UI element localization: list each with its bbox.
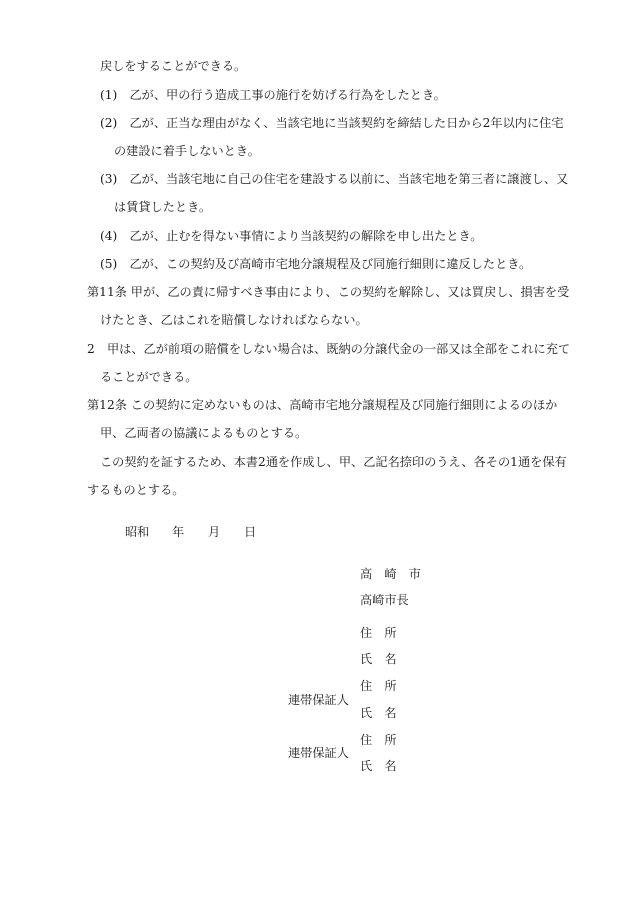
date-year: 年 [172, 525, 185, 539]
article-11: 第11条 甲が、乙の責に帰すべき事由により、この契約を解除し、又は買戻し、損害を受 [87, 285, 570, 299]
item-3-cont: は賃貸したとき。 [114, 200, 212, 214]
article-11-para-2-cont: ることができる。 [100, 370, 198, 384]
guarantor-1-label: 連帯保証人 [288, 693, 349, 707]
date-month: 月 [208, 525, 221, 539]
party-address-label: 住 所 [360, 626, 397, 640]
date-era: 昭和 [125, 525, 150, 539]
clause-continuation: 戻しをすることができる。 [100, 59, 247, 73]
guarantor-1-address-label: 住 所 [360, 679, 397, 693]
article-11-para-2: 2 甲は、乙が前項の賠償をしない場合は、既納の分譲代金の一部又は全部をこれに充て [87, 342, 571, 356]
closing-statement-cont: するものとする。 [87, 483, 185, 497]
closing-statement: この契約を証するため、本書2通を作成し、甲、乙記名捺印のうえ、各その1通を保有 [100, 455, 567, 469]
item-5: (5) 乙が、この契約及び高崎市宅地分譲規程及び同施行細則に違反したとき。 [100, 257, 532, 271]
item-2: (2) 乙が、正当な理由がなく、当該宅地に当該契約を締結した日から2年以内に住宅 [100, 116, 564, 130]
date-day: 日 [244, 525, 257, 539]
item-1: (1) 乙が、甲の行う造成工事の施行を妨げる行為をしたとき。 [100, 88, 446, 102]
item-3: (3) 乙が、当該宅地に自己の住宅を建設する以前に、当該宅地を第三者に譲渡し、又 [100, 172, 569, 186]
item-4: (4) 乙が、止むを得ない事情により当該契約の解除を申し出たとき。 [100, 229, 483, 243]
item-2-cont: の建設に着手しないとき。 [114, 144, 260, 158]
party-name-label: 氏 名 [360, 652, 397, 666]
article-11-cont: けたとき、乙はこれを賠償しなければならない。 [100, 313, 368, 327]
guarantor-2-address-label: 住 所 [360, 733, 397, 747]
guarantor-2-name-label: 氏 名 [360, 759, 397, 773]
guarantor-1-name-label: 氏 名 [360, 706, 397, 720]
article-12-cont: 甲、乙両者の協議によるものとする。 [100, 426, 308, 440]
guarantor-2-label: 連帯保証人 [288, 746, 349, 760]
city-name: 高 崎 市 [360, 567, 421, 581]
mayor-title: 高崎市長 [360, 593, 409, 607]
article-12: 第12条 この契約に定めないものは、高崎市宅地分譲規程及び同施行細則によるのほか [87, 398, 558, 412]
